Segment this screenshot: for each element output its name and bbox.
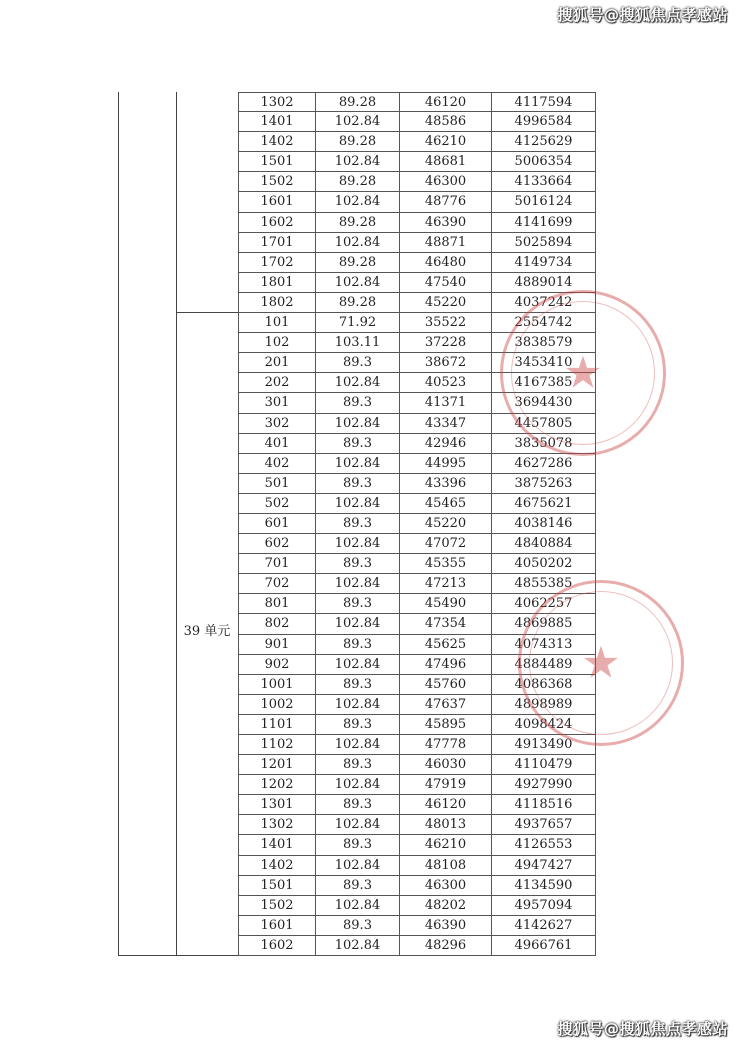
- room-number: 1702: [238, 253, 316, 272]
- area-cell: 71.92: [316, 313, 400, 332]
- unit-price-cell: 47540: [400, 273, 492, 292]
- total-price-cell: 3875263: [492, 474, 596, 493]
- room-number: 1601: [238, 192, 316, 211]
- table-row: [238, 815, 596, 835]
- unit-label: 39 单元: [183, 624, 231, 639]
- room-number: 1502: [238, 896, 316, 915]
- total-price-cell: 4840884: [492, 534, 596, 553]
- total-price-cell: 4134590: [492, 876, 596, 895]
- unit-price-cell: 48681: [400, 152, 492, 171]
- total-price-cell: 4117594: [492, 93, 596, 111]
- total-price-cell: 4675621: [492, 494, 596, 513]
- table-row: [238, 474, 596, 494]
- table-bottom-border: [118, 955, 238, 956]
- area-cell: 89.28: [316, 293, 400, 312]
- unit-price-cell: 38672: [400, 353, 492, 372]
- table-row: [238, 795, 596, 815]
- total-price-cell: 4947427: [492, 856, 596, 875]
- area-cell: 102.84: [316, 815, 400, 834]
- unit-price-cell: 46120: [400, 795, 492, 814]
- total-price-cell: 4141699: [492, 213, 596, 232]
- unit-price-cell: 47919: [400, 775, 492, 794]
- room-number: 401: [238, 434, 316, 453]
- room-number: 1501: [238, 876, 316, 895]
- star-icon: ★: [563, 347, 603, 399]
- area-cell: 102.84: [316, 192, 400, 211]
- total-price-cell: 3838579: [492, 333, 596, 352]
- area-cell: 102.84: [316, 614, 400, 633]
- room-number: 502: [238, 494, 316, 513]
- total-price-cell: 5006354: [492, 152, 596, 171]
- total-price-cell: 4927990: [492, 775, 596, 794]
- unit-price-cell: 43347: [400, 414, 492, 433]
- total-price-cell: 4118516: [492, 795, 596, 814]
- room-number: 1302: [238, 815, 316, 834]
- total-price-cell: 4133664: [492, 172, 596, 191]
- total-price-cell: 4149734: [492, 253, 596, 272]
- table-row: [238, 233, 596, 253]
- area-cell: 89.3: [316, 876, 400, 895]
- area-cell: 89.28: [316, 253, 400, 272]
- table-row: [238, 253, 596, 273]
- area-cell: 102.84: [316, 655, 400, 674]
- table-row: [238, 273, 596, 293]
- room-number: 901: [238, 635, 316, 654]
- area-cell: 89.3: [316, 835, 400, 854]
- total-price-cell: 4142627: [492, 916, 596, 935]
- area-cell: 102.84: [316, 574, 400, 593]
- unit-price-cell: 44995: [400, 454, 492, 473]
- area-cell: 89.28: [316, 93, 400, 111]
- unit-price-cell: 37228: [400, 333, 492, 352]
- room-number: 501: [238, 474, 316, 493]
- total-price-cell: 2554742: [492, 313, 596, 332]
- area-cell: 102.84: [316, 695, 400, 714]
- area-cell: 102.84: [316, 896, 400, 915]
- area-cell: 89.3: [316, 434, 400, 453]
- room-number: 1202: [238, 775, 316, 794]
- table-row: [238, 534, 596, 554]
- area-cell: 102.84: [316, 112, 400, 131]
- unit-price-cell: 47354: [400, 614, 492, 633]
- total-price-cell: 5016124: [492, 192, 596, 211]
- table-row: [238, 172, 596, 192]
- unit-price-cell: 47637: [400, 695, 492, 714]
- room-number: 601: [238, 514, 316, 533]
- total-price-cell: 4884489: [492, 655, 596, 674]
- table-row: [238, 755, 596, 775]
- total-price-cell: 4126553: [492, 835, 596, 854]
- room-number: 1201: [238, 755, 316, 774]
- unit-price-cell: 46390: [400, 213, 492, 232]
- unit-price-cell: 41371: [400, 393, 492, 412]
- room-number: 1401: [238, 835, 316, 854]
- total-price-cell: 4110479: [492, 755, 596, 774]
- unit-price-cell: 48108: [400, 856, 492, 875]
- total-price-cell: 4074313: [492, 635, 596, 654]
- star-icon: ★: [581, 637, 621, 689]
- area-cell: 89.3: [316, 514, 400, 533]
- unit-price-cell: 46480: [400, 253, 492, 272]
- total-price-cell: 4937657: [492, 815, 596, 834]
- area-cell: 102.84: [316, 414, 400, 433]
- total-price-cell: 4957094: [492, 896, 596, 915]
- area-cell: 102.84: [316, 152, 400, 171]
- company-seal-upper: [500, 290, 666, 456]
- room-number: 1001: [238, 675, 316, 694]
- table-row: [238, 775, 596, 795]
- unit-price-cell: 46300: [400, 876, 492, 895]
- room-number: 702: [238, 574, 316, 593]
- unit-price-cell: 40523: [400, 373, 492, 392]
- area-cell: 89.3: [316, 715, 400, 734]
- unit-price-cell: 35522: [400, 313, 492, 332]
- room-number: 1801: [238, 273, 316, 292]
- room-number: 1301: [238, 795, 316, 814]
- total-price-cell: 4627286: [492, 454, 596, 473]
- watermark-top: 搜狐号@搜狐焦点孝感站: [557, 6, 728, 24]
- unit-price-cell: 45895: [400, 715, 492, 734]
- room-number: 1502: [238, 172, 316, 191]
- area-cell: 103.11: [316, 333, 400, 352]
- table-row: [238, 554, 596, 574]
- total-price-cell: 3453410: [492, 353, 596, 372]
- area-cell: 89.3: [316, 474, 400, 493]
- area-cell: 89.28: [316, 172, 400, 191]
- total-price-cell: 4855385: [492, 574, 596, 593]
- area-cell: 102.84: [316, 735, 400, 754]
- room-number: 1101: [238, 715, 316, 734]
- unit-price-cell: 45220: [400, 514, 492, 533]
- room-number: 202: [238, 373, 316, 392]
- room-number: 302: [238, 414, 316, 433]
- area-cell: 102.84: [316, 373, 400, 392]
- table-row: [238, 876, 596, 896]
- table-row: [238, 856, 596, 876]
- total-price-cell: 4996584: [492, 112, 596, 131]
- room-number: 1602: [238, 213, 316, 232]
- unit-price-cell: 46210: [400, 132, 492, 151]
- room-number: 101: [238, 313, 316, 332]
- area-cell: 89.3: [316, 635, 400, 654]
- room-number: 1501: [238, 152, 316, 171]
- area-cell: 89.28: [316, 132, 400, 151]
- table-row: [238, 454, 596, 474]
- table-row: [238, 132, 596, 152]
- total-price-cell: 3835078: [492, 434, 596, 453]
- area-cell: 89.3: [316, 353, 400, 372]
- area-cell: 102.84: [316, 233, 400, 252]
- unit-price-cell: 43396: [400, 474, 492, 493]
- room-number: 1602: [238, 936, 316, 955]
- room-number: 1401: [238, 112, 316, 131]
- table-row: [238, 936, 596, 956]
- unit-price-cell: 45220: [400, 293, 492, 312]
- total-price-cell: 4167385: [492, 373, 596, 392]
- unit-price-cell: 47072: [400, 534, 492, 553]
- watermark-bottom: 搜狐号@搜狐焦点孝感站: [557, 1020, 728, 1038]
- area-cell: 89.3: [316, 795, 400, 814]
- area-cell: 102.84: [316, 936, 400, 955]
- room-number: 102: [238, 333, 316, 352]
- room-number: 701: [238, 554, 316, 573]
- unit-price-cell: 42946: [400, 434, 492, 453]
- area-cell: 89.3: [316, 755, 400, 774]
- total-price-cell: 4062257: [492, 594, 596, 613]
- room-number: 602: [238, 534, 316, 553]
- room-number: 1402: [238, 132, 316, 151]
- unit-price-cell: 48013: [400, 815, 492, 834]
- unit-price-cell: 46390: [400, 916, 492, 935]
- unit-price-cell: 48296: [400, 936, 492, 955]
- unit-price-cell: 46210: [400, 835, 492, 854]
- area-cell: 89.3: [316, 675, 400, 694]
- area-cell: 102.84: [316, 775, 400, 794]
- room-number: 802: [238, 614, 316, 633]
- area-cell: 89.3: [316, 554, 400, 573]
- unit-price-cell: 45760: [400, 675, 492, 694]
- area-cell: 89.28: [316, 213, 400, 232]
- table-row: [238, 494, 596, 514]
- table-row: [238, 574, 596, 594]
- unit-price-cell: 45490: [400, 594, 492, 613]
- group-separator: [176, 312, 238, 313]
- total-price-cell: 4050202: [492, 554, 596, 573]
- table-row: [238, 514, 596, 534]
- room-number: 1402: [238, 856, 316, 875]
- total-price-cell: 4966761: [492, 936, 596, 955]
- room-number: 902: [238, 655, 316, 674]
- unit-price-cell: 47778: [400, 735, 492, 754]
- room-number: 1302: [238, 93, 316, 111]
- total-price-cell: 4038146: [492, 514, 596, 533]
- table-row: [238, 112, 596, 132]
- unit-price-cell: 45465: [400, 494, 492, 513]
- total-price-cell: 4098424: [492, 715, 596, 734]
- unit-price-cell: 48586: [400, 112, 492, 131]
- table-row: [238, 835, 596, 855]
- room-number: 402: [238, 454, 316, 473]
- table-row: [238, 735, 596, 755]
- room-number: 801: [238, 594, 316, 613]
- room-number: 1701: [238, 233, 316, 252]
- unit-price-cell: 47213: [400, 574, 492, 593]
- table-row: [238, 213, 596, 233]
- total-price-cell: 4457805: [492, 414, 596, 433]
- unit-price-cell: 45355: [400, 554, 492, 573]
- table-row: [238, 152, 596, 172]
- total-price-cell: 5025894: [492, 233, 596, 252]
- unit-price-cell: 45625: [400, 635, 492, 654]
- total-price-cell: 4086368: [492, 675, 596, 694]
- outer-left-border: [118, 92, 119, 956]
- total-price-cell: 4037242: [492, 293, 596, 312]
- table-row: [238, 916, 596, 936]
- room-number: 201: [238, 353, 316, 372]
- total-price-cell: 4869885: [492, 614, 596, 633]
- area-cell: 102.84: [316, 494, 400, 513]
- unit-price-cell: 46120: [400, 93, 492, 111]
- room-number: 1601: [238, 916, 316, 935]
- area-cell: 89.3: [316, 393, 400, 412]
- total-price-cell: 4913490: [492, 735, 596, 754]
- area-cell: 89.3: [316, 916, 400, 935]
- table-row: [238, 92, 596, 112]
- room-number: 1802: [238, 293, 316, 312]
- table-row: [238, 896, 596, 916]
- total-price-cell: 3694430: [492, 393, 596, 412]
- price-table: [238, 92, 596, 956]
- room-number: 1002: [238, 695, 316, 714]
- area-cell: 102.84: [316, 534, 400, 553]
- unit-price-cell: 47496: [400, 655, 492, 674]
- room-number: 1102: [238, 735, 316, 754]
- total-price-cell: 4889014: [492, 273, 596, 292]
- total-price-cell: 4125629: [492, 132, 596, 151]
- total-price-cell: 4898989: [492, 695, 596, 714]
- unit-price-cell: 48871: [400, 233, 492, 252]
- area-cell: 102.84: [316, 454, 400, 473]
- area-cell: 102.84: [316, 856, 400, 875]
- company-seal-lower: [518, 580, 684, 746]
- unit-price-cell: 46030: [400, 755, 492, 774]
- table-row: [238, 192, 596, 212]
- unit-price-cell: 48776: [400, 192, 492, 211]
- area-cell: 89.3: [316, 594, 400, 613]
- building-column-border: [176, 92, 177, 956]
- area-cell: 102.84: [316, 273, 400, 292]
- room-number: 301: [238, 393, 316, 412]
- unit-price-cell: 48202: [400, 896, 492, 915]
- unit-price-cell: 46300: [400, 172, 492, 191]
